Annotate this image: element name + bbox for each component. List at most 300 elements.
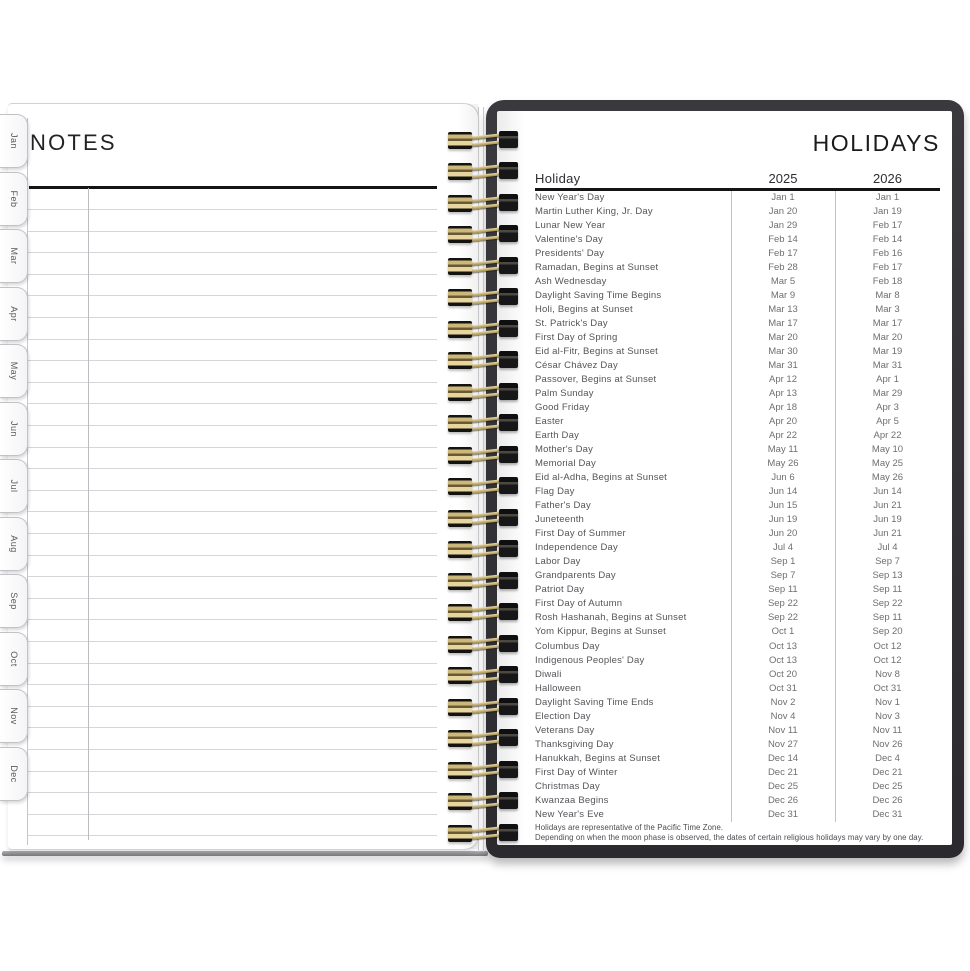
- column-separator-1: [731, 191, 732, 822]
- note-rule-line: [28, 274, 437, 275]
- binding-loop: [447, 446, 519, 465]
- date-2026: Dec 21: [872, 766, 903, 778]
- date-2026: Dec 4: [875, 752, 900, 764]
- date-2025: Jan 29: [768, 220, 798, 232]
- header-2025: 2025: [768, 171, 798, 186]
- binding-hole-left: [448, 132, 472, 149]
- date-2026: Jan 1: [875, 192, 900, 203]
- month-tab-label: May: [8, 361, 19, 381]
- footnotes: [535, 823, 940, 842]
- table-row: [535, 793, 940, 807]
- holidays-table-header: [535, 168, 940, 188]
- table-row: [535, 639, 940, 653]
- holiday-name: First Day of Spring: [535, 332, 618, 344]
- month-tab-label: Jun: [8, 420, 19, 437]
- table-row: [535, 569, 940, 583]
- binding-loop: [447, 729, 519, 748]
- month-tab-jan: [0, 114, 28, 168]
- binding-hole-right: [499, 225, 518, 242]
- binding-loop: [447, 414, 519, 433]
- binding-hole-right: [499, 257, 518, 274]
- note-rule-line: [28, 360, 437, 361]
- binding-hole-left: [448, 352, 472, 369]
- date-2025: Sep 1: [770, 556, 796, 568]
- binding-hole-left: [448, 226, 472, 243]
- date-2025: Apr 22: [769, 430, 797, 442]
- binding-loop: [447, 225, 519, 244]
- date-2026: Feb 16: [872, 248, 903, 260]
- date-2026: Oct 12: [873, 654, 902, 666]
- note-rule-line: [28, 209, 437, 210]
- date-2026: Sep 11: [872, 584, 903, 596]
- holiday-name: Eid al-Adha, Begins at Sunset: [535, 472, 668, 484]
- date-2025: Mar 20: [768, 332, 798, 344]
- notes-page: [8, 103, 479, 850]
- table-row: [535, 191, 940, 205]
- table-row: [535, 709, 940, 723]
- date-2025: Jan 1: [771, 192, 795, 203]
- holiday-name: St. Patrick's Day: [535, 318, 608, 330]
- notes-title-underline: [29, 186, 437, 189]
- holiday-name: Independence Day: [535, 542, 618, 554]
- date-2025: Oct 20: [769, 668, 797, 680]
- table-row: [535, 289, 940, 303]
- date-2026: Apr 5: [876, 416, 899, 428]
- binding-hole-left: [448, 541, 472, 558]
- holiday-name: Palm Sunday: [535, 388, 594, 400]
- table-row: [535, 275, 940, 289]
- binding-hole-right: [499, 414, 518, 431]
- notes-margin-line: [88, 188, 89, 840]
- holiday-name: First Day of Autumn: [535, 598, 623, 610]
- note-rule-line: [28, 835, 437, 836]
- date-2025: Jun 15: [768, 500, 798, 512]
- date-2026: Nov 26: [872, 738, 903, 750]
- month-tab-feb: [0, 172, 28, 226]
- note-rule-line: [28, 252, 437, 253]
- date-2026: May 10: [871, 444, 904, 456]
- binding-loop: [447, 162, 519, 181]
- holiday-name: Thanksgiving Day: [535, 738, 614, 750]
- date-2026: Feb 14: [872, 234, 903, 246]
- holiday-name: Presidents' Day: [535, 248, 605, 260]
- note-rule-line: [28, 792, 437, 793]
- holiday-name: Patriot Day: [535, 584, 585, 596]
- note-rule-line: [28, 814, 437, 815]
- header-holiday: Holiday: [535, 171, 581, 186]
- month-tab-label: Nov: [8, 707, 19, 725]
- note-rule-line: [28, 490, 437, 491]
- month-tab-label: Dec: [8, 764, 19, 783]
- table-row: [535, 583, 940, 597]
- back-cover-edge: [2, 851, 488, 856]
- table-row: [535, 807, 940, 821]
- holiday-name: Indigenous Peoples' Day: [535, 654, 645, 666]
- month-tab-oct: [0, 632, 28, 686]
- date-2026: Oct 12: [873, 640, 902, 652]
- date-2026: Oct 31: [873, 682, 902, 694]
- date-2025: Sep 11: [768, 584, 798, 596]
- binding-hole-right: [499, 572, 518, 589]
- note-rule-line: [28, 684, 437, 685]
- binding-hole-right: [499, 666, 518, 683]
- holiday-name: Flag Day: [535, 486, 575, 498]
- right-cover: [486, 100, 964, 858]
- month-tab-may: [0, 344, 28, 398]
- date-2026: Sep 20: [872, 626, 903, 638]
- date-2025: Apr 20: [769, 416, 797, 428]
- holiday-name: Memorial Day: [535, 458, 596, 470]
- date-2026: Sep 22: [872, 598, 903, 610]
- note-rule-line: [28, 533, 437, 534]
- table-row: [535, 779, 940, 793]
- table-row: [535, 499, 940, 513]
- holiday-name: Veterans Day: [535, 724, 595, 736]
- date-2026: Jun 14: [873, 486, 902, 498]
- note-rule-line: [28, 598, 437, 599]
- table-row: [535, 667, 940, 681]
- binding-loop: [447, 351, 519, 370]
- note-rule-line: [28, 727, 437, 728]
- date-2025: Nov 2: [770, 696, 796, 708]
- holiday-name: Easter: [535, 416, 564, 428]
- date-2026: Jan 19: [873, 206, 902, 218]
- binding-hole-right: [499, 824, 518, 841]
- holiday-name: Valentine's Day: [535, 234, 604, 246]
- month-tab-apr: [0, 287, 28, 341]
- date-2026: Sep 7: [875, 556, 900, 568]
- date-2025: Dec 14: [767, 752, 799, 764]
- holiday-name: Hanukkah, Begins at Sunset: [535, 752, 661, 764]
- note-rule-line: [28, 749, 437, 750]
- binding-loop: [447, 477, 519, 496]
- binding-hole-left: [448, 478, 472, 495]
- holiday-name: Mother's Day: [535, 444, 594, 456]
- date-2026: Mar 17: [872, 318, 903, 330]
- holiday-name: Diwali: [535, 668, 562, 680]
- table-row: [535, 415, 940, 429]
- date-2025: Jan 20: [768, 206, 798, 218]
- holiday-name: First Day of Summer: [535, 528, 626, 540]
- holidays-table: [535, 168, 940, 842]
- date-2026: Nov 3: [875, 710, 900, 722]
- holiday-name: Ramadan, Begins at Sunset: [535, 262, 659, 274]
- date-2025: Dec 31: [767, 808, 799, 820]
- table-row: [535, 247, 940, 261]
- date-2025: May 11: [767, 444, 799, 456]
- month-tab-sep: [0, 574, 28, 628]
- holiday-name: Daylight Saving Time Ends: [535, 696, 654, 708]
- table-row: [535, 387, 940, 401]
- binding-loop: [447, 603, 519, 622]
- binding-hole-right: [499, 761, 518, 778]
- binding-loop: [447, 383, 519, 402]
- holiday-name: Labor Day: [535, 556, 581, 568]
- month-tab-dec: [0, 747, 28, 801]
- binding-hole-left: [448, 730, 472, 747]
- date-2026: Apr 3: [876, 402, 899, 414]
- table-row: [535, 527, 940, 541]
- binding-hole-right: [499, 194, 518, 211]
- date-2026: Dec 31: [872, 808, 903, 820]
- binding-hole-left: [448, 163, 472, 180]
- date-2025: Mar 30: [768, 346, 798, 358]
- binding-hole-right: [499, 351, 518, 368]
- holiday-name: Juneteenth: [535, 514, 585, 526]
- binding-loop: [447, 509, 519, 528]
- binding-loop: [447, 761, 519, 780]
- holiday-name: Rosh Hashanah, Begins at Sunset: [535, 612, 687, 624]
- note-rule-line: [28, 295, 437, 296]
- date-2026: Mar 19: [872, 346, 903, 358]
- date-2025: Jun 19: [768, 514, 798, 526]
- holiday-name: Columbus Day: [535, 640, 600, 652]
- notes-title: NOTES: [30, 130, 117, 155]
- holiday-name: Holi, Begins at Sunset: [535, 304, 633, 316]
- note-rule-line: [28, 511, 437, 512]
- month-tab-nov: [0, 689, 28, 743]
- table-row: [535, 401, 940, 415]
- date-2026: Feb 17: [872, 220, 903, 232]
- date-2026: Jun 21: [873, 500, 902, 512]
- date-2025: Jun 20: [768, 528, 798, 540]
- date-2026: Apr 1: [876, 374, 899, 386]
- note-rule-line: [28, 403, 437, 404]
- month-tab-jun: [0, 402, 28, 456]
- table-row: [535, 681, 940, 695]
- table-row: [535, 317, 940, 331]
- month-tab-label: Feb: [8, 189, 19, 208]
- binding-hole-right: [499, 792, 518, 809]
- binding-loop: [447, 824, 519, 843]
- binding-hole-left: [448, 699, 472, 716]
- note-rule-line: [28, 231, 437, 232]
- binding-hole-right: [499, 509, 518, 526]
- footnote-timezone: Holidays are representative of the Pacific Time Zone.: [535, 823, 724, 833]
- binding-hole-right: [499, 729, 518, 746]
- table-row: [535, 345, 940, 359]
- date-2025: Oct 31: [769, 682, 797, 694]
- month-tab-label: Oct: [8, 650, 19, 667]
- date-2026: Dec 26: [872, 794, 903, 806]
- date-2026: Jul 4: [877, 542, 898, 554]
- date-2025: Oct 1: [771, 626, 795, 638]
- month-tab-label: Aug: [8, 534, 19, 553]
- date-2025: Mar 5: [770, 276, 796, 288]
- date-2026: Nov 8: [875, 668, 900, 680]
- note-rule-line: [28, 317, 437, 318]
- date-2025: Sep 22: [767, 612, 799, 624]
- date-2025: Jun 14: [768, 486, 798, 498]
- date-2026: Mar 31: [872, 360, 903, 372]
- binding-hole-left: [448, 258, 472, 275]
- date-2026: Sep 13: [872, 570, 903, 582]
- holiday-name: Ash Wednesday: [535, 276, 607, 288]
- holiday-name: Grandparents Day: [535, 570, 616, 582]
- holiday-name: Daylight Saving Time Begins: [535, 290, 662, 302]
- date-2025: Nov 27: [767, 738, 799, 750]
- table-row: [535, 513, 940, 527]
- binding-hole-left: [448, 573, 472, 590]
- table-row: [535, 751, 940, 765]
- month-tab-mar: [0, 229, 28, 283]
- holiday-name: New Year's Eve: [535, 808, 605, 820]
- binding-hole-right: [499, 698, 518, 715]
- table-row: [535, 765, 940, 779]
- header-2026: 2026: [873, 171, 902, 186]
- date-2026: Nov 1: [875, 696, 900, 708]
- holiday-name: Yom Kippur, Begins at Sunset: [535, 626, 666, 638]
- table-row: [535, 429, 940, 443]
- table-row: [535, 541, 940, 555]
- binding-loop: [447, 320, 519, 339]
- date-2026: Jun 21: [873, 528, 902, 540]
- binding-loop: [447, 572, 519, 591]
- binding-hole-left: [448, 825, 472, 842]
- date-2025: Oct 13: [769, 640, 797, 652]
- date-2025: Mar 9: [770, 290, 796, 302]
- binding-hole-left: [448, 636, 472, 653]
- date-2025: Apr 18: [769, 402, 797, 414]
- date-2026: Mar 8: [875, 290, 900, 302]
- table-row: [535, 303, 940, 317]
- binding-loop: [447, 257, 519, 276]
- binding-hole-left: [448, 289, 472, 306]
- date-2025: Apr 13: [769, 388, 797, 400]
- date-2025: Mar 17: [768, 318, 798, 330]
- binding-hole-right: [499, 131, 518, 148]
- holiday-name: Father's Day: [535, 500, 591, 512]
- binding-loop: [447, 540, 519, 559]
- holiday-name: Earth Day: [535, 430, 580, 442]
- table-row: [535, 471, 940, 485]
- binding-hole-left: [448, 195, 472, 212]
- holiday-name: First Day of Winter: [535, 766, 618, 778]
- table-row: [535, 723, 940, 737]
- note-rule-line: [28, 706, 437, 707]
- binding-loop: [447, 698, 519, 717]
- note-rule-line: [28, 382, 437, 383]
- binding-hole-right: [499, 320, 518, 337]
- month-tab-aug: [0, 517, 28, 571]
- note-rule-line: [28, 468, 437, 469]
- date-2025: Jun 6: [771, 472, 795, 484]
- date-2026: Feb 17: [872, 262, 903, 274]
- table-row: [535, 359, 940, 373]
- note-rule-line: [28, 663, 437, 664]
- holidays-title: HOLIDAYS: [812, 130, 940, 156]
- date-2025: Dec 26: [767, 794, 799, 806]
- date-2025: Nov 11: [768, 724, 798, 736]
- binding-hole-left: [448, 667, 472, 684]
- binding-hole-right: [499, 446, 518, 463]
- date-2025: Feb 28: [768, 262, 798, 274]
- note-rule-line: [28, 619, 437, 620]
- holiday-name: César Chávez Day: [535, 360, 618, 372]
- binding-loop: [447, 635, 519, 654]
- table-row: [535, 457, 940, 471]
- binding-loop: [447, 666, 519, 685]
- note-rule-line: [28, 576, 437, 577]
- holiday-name: Good Friday: [535, 402, 590, 414]
- binding-hole-left: [448, 604, 472, 621]
- date-2026: Nov 11: [872, 724, 903, 736]
- date-2025: Dec 25: [767, 780, 799, 792]
- date-2025: Nov 4: [770, 710, 796, 722]
- date-2025: Sep 22: [767, 598, 799, 610]
- note-rule-line: [28, 771, 437, 772]
- holidays-page: [497, 111, 952, 845]
- table-row: [535, 653, 940, 667]
- date-2025: Sep 7: [770, 570, 796, 582]
- table-row: [535, 485, 940, 499]
- binding-hole-left: [448, 762, 472, 779]
- note-rule-line: [28, 339, 437, 340]
- table-row: [535, 695, 940, 709]
- note-rule-line: [28, 641, 437, 642]
- binding-hole-left: [448, 321, 472, 338]
- holiday-name: Passover, Begins at Sunset: [535, 374, 657, 386]
- binding-loop: [447, 288, 519, 307]
- month-tab-label: Apr: [8, 305, 19, 322]
- date-2025: Dec 21: [767, 766, 799, 778]
- binding-hole-left: [448, 415, 472, 432]
- table-row: [535, 373, 940, 387]
- date-2025: May 26: [767, 458, 799, 470]
- date-2025: Apr 12: [769, 374, 797, 386]
- note-rule-line: [28, 447, 437, 448]
- date-2026: Mar 29: [872, 388, 903, 400]
- table-row: [535, 331, 940, 345]
- date-2026: Jun 19: [873, 514, 902, 526]
- date-2026: Mar 20: [872, 332, 903, 344]
- table-row: [535, 611, 940, 625]
- table-row: [535, 443, 940, 457]
- holiday-name: Christmas Day: [535, 780, 600, 792]
- holiday-name: Election Day: [535, 710, 591, 722]
- month-tab-label: Mar: [8, 247, 19, 265]
- holiday-name: Lunar New Year: [535, 220, 606, 232]
- table-row: [535, 219, 940, 233]
- note-rule-line: [28, 425, 437, 426]
- date-2026: May 26: [871, 472, 904, 484]
- table-row: [535, 261, 940, 275]
- table-row: [535, 737, 940, 751]
- holiday-name: Eid al-Fitr, Begins at Sunset: [535, 346, 659, 358]
- date-2026: Apr 22: [873, 430, 902, 442]
- binding-hole-right: [499, 540, 518, 557]
- binding-hole-left: [448, 510, 472, 527]
- date-2025: Feb 14: [768, 234, 798, 246]
- binding-hole-right: [499, 288, 518, 305]
- date-2025: Feb 17: [768, 248, 798, 260]
- month-tab-label: Sep: [8, 592, 19, 610]
- table-row: [535, 597, 940, 611]
- holiday-name: New Year's Day: [535, 192, 605, 203]
- holiday-name: Martin Luther King, Jr. Day: [535, 206, 653, 218]
- binding-hole-left: [448, 384, 472, 401]
- footnote-moon-phase: Depending on when the moon phase is observed, the dates of certain religious holidays may vary by one day.: [535, 832, 924, 842]
- date-2026: Mar 3: [875, 304, 900, 316]
- binding-hole-left: [448, 793, 472, 810]
- date-2026: Dec 25: [872, 780, 903, 792]
- table-row: [535, 555, 940, 569]
- holiday-name: Halloween: [535, 682, 582, 694]
- table-row: [535, 625, 940, 639]
- note-rule-line: [28, 555, 437, 556]
- date-2026: May 25: [871, 458, 904, 470]
- binding-hole-right: [499, 162, 518, 179]
